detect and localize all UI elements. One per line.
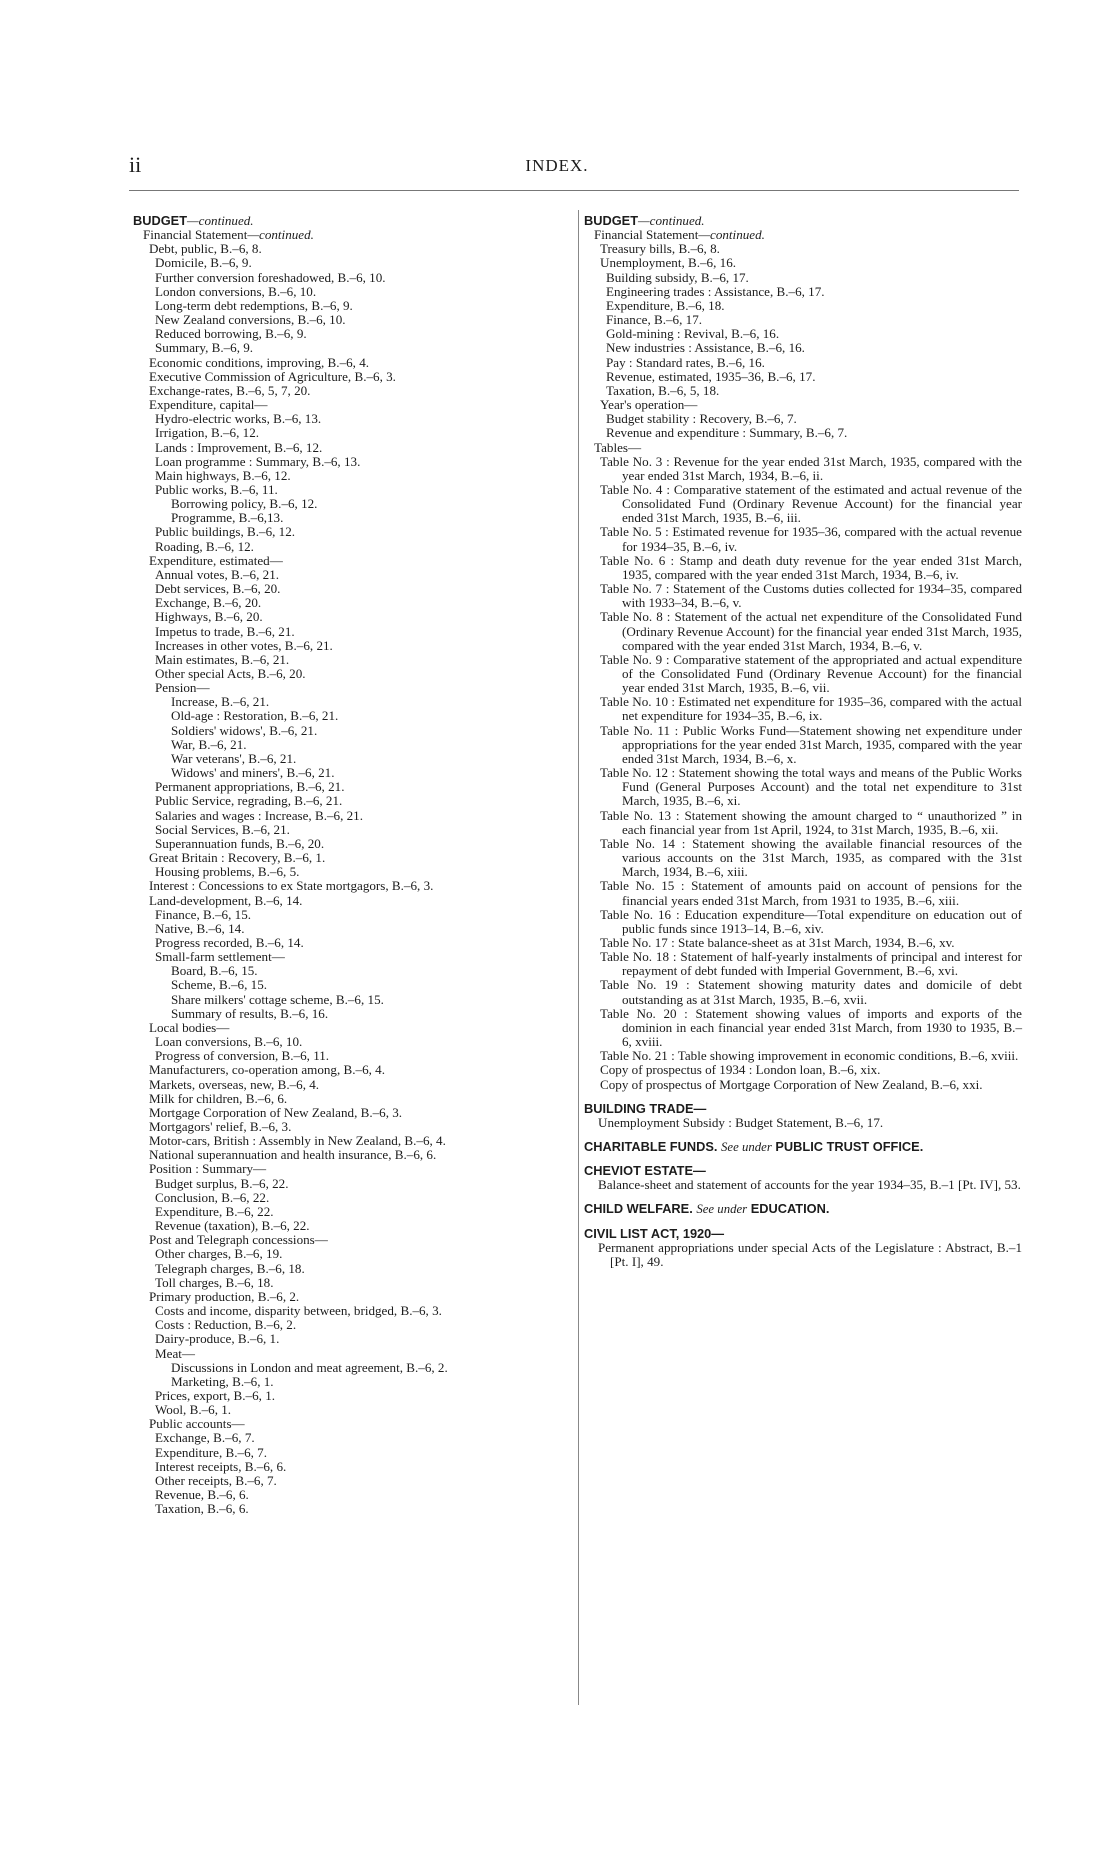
index-entry: [133, 1417, 571, 1431]
index-entry: [133, 809, 571, 823]
entry-text: Discussions in London and meat agreement, B.–6, 2.: [171, 1359, 448, 1375]
entry-text: Superannuation funds, B.–6, 20.: [155, 835, 325, 851]
entry-text: Increases in other votes, B.–6, 21.: [155, 637, 333, 653]
entry-text: Highways, B.–6, 20.: [155, 609, 263, 625]
index-entry: [133, 1361, 571, 1375]
index-entry: [133, 978, 571, 992]
entry-text: Debt services, B.–6, 20.: [155, 581, 281, 597]
entry-text: London conversions, B.–6, 10.: [155, 283, 317, 299]
index-entry: [133, 1460, 571, 1474]
page-number: ii: [129, 152, 142, 177]
index-entry: [133, 724, 571, 738]
index-entry: [133, 214, 571, 228]
entry-text: Expenditure, estimated—: [149, 552, 283, 568]
right-column: [584, 214, 1022, 1269]
entry-text: Lands : Improvement, B.–6, 12.: [155, 439, 323, 455]
entry-text: Revenue (taxation), B.–6, 22.: [155, 1218, 310, 1234]
index-entry: [133, 525, 571, 539]
entry-text: Revenue, B.–6, 6.: [155, 1487, 249, 1503]
index-entry: [133, 1148, 571, 1162]
index-entry: [133, 738, 571, 752]
section-heading: [584, 1202, 1022, 1216]
see-under-note: See under: [696, 1202, 748, 1217]
entry-text: Economic conditions, improving, B.–6, 4.: [149, 354, 370, 370]
index-entry: [133, 327, 571, 341]
index-entry: [584, 313, 1022, 327]
index-entry: [133, 1502, 571, 1516]
prospectus-entry: Copy of prospectus of 1934 : London loan, B.–6, xix.: [600, 1062, 881, 1078]
entry-text: Permanent appropriations, B.–6, 21.: [155, 779, 345, 795]
index-entry: [133, 709, 571, 723]
index-entry: [584, 228, 1022, 242]
index-entry: [133, 1332, 571, 1346]
entry-text: Local bodies—: [149, 1019, 230, 1035]
index-entry: [133, 242, 571, 256]
index-entry: [133, 993, 571, 1007]
table-entry: Table No. 14 : Statement showing the available financial resources of the various accounts on the 31st March, 1935, as compared with the 31st March, 1934, B.–6, xiii.: [600, 835, 1022, 880]
index-entry: [133, 1389, 571, 1403]
index-entry: [584, 412, 1022, 426]
index-entry: [133, 1304, 571, 1318]
entry-text: Expenditure, capital—: [149, 397, 268, 413]
entry-text: Taxation, B.–6, 5, 18.: [606, 382, 720, 398]
index-entry: [133, 497, 571, 511]
index-entry: [133, 1488, 571, 1502]
index-entry: [133, 1049, 571, 1063]
index-entry: [584, 285, 1022, 299]
entry-text: Telegraph charges, B.–6, 18.: [155, 1260, 305, 1276]
entry-text: Wool, B.–6, 1.: [155, 1402, 232, 1418]
section-heading: [584, 1102, 1022, 1116]
entry-text: Treasury bills, B.–6, 8.: [600, 241, 720, 257]
section-entry: Balance-sheet and statement of accounts for the year 1934–35, B.–1 [Pt. IV], 53.: [598, 1177, 1021, 1193]
continued-note: —continued.: [187, 213, 254, 228]
table-entry: Table No. 5 : Estimated revenue for 1935–36, compared with the actual revenue for 1934–35, B.–6, iv.: [600, 524, 1022, 554]
entry-text: Public buildings, B.–6, 12.: [155, 524, 296, 540]
index-entry: [133, 823, 571, 837]
entry-text: Native, B.–6, 14.: [155, 920, 245, 936]
entry-text: Roading, B.–6, 12.: [155, 538, 254, 554]
table-entry: Table No. 12 : Statement showing the total ways and means of the Public Works Fund (General Purposes Account) and the total net expenditure to 31st March, 1935, B.–6, xi.: [600, 765, 1022, 809]
index-entry: [133, 908, 571, 922]
entry-text: War veterans', B.–6, 21.: [171, 750, 297, 766]
index-entry: [133, 1403, 571, 1417]
section-heading: [584, 1227, 1022, 1241]
entry-text: Manufacturers, co-operation among, B.–6, 4.: [149, 1062, 385, 1078]
index-entry: [133, 469, 571, 483]
section-title: CHARITABLE FUNDS.: [584, 1139, 718, 1154]
entry-text: Other receipts, B.–6, 7.: [155, 1472, 277, 1488]
entry-text: Impetus to trade, B.–6, 21.: [155, 623, 295, 639]
entry-text: Domicile, B.–6, 9.: [155, 255, 252, 271]
entry-heading: BUDGET: [584, 213, 639, 228]
entry-text: Post and Telegraph concessions—: [149, 1232, 328, 1248]
entry-text: Engineering trades : Assistance, B.–6, 17.: [606, 283, 825, 299]
entry-text: Programme, B.–6,13.: [171, 510, 284, 526]
table-entry: Table No. 11 : Public Works Fund—Statement showing net expenditure under appropriations for the year ended 31st March, 1935, compared with the year ended 31st March, 1934, B.–6, x.: [600, 722, 1022, 766]
index-entry: [133, 412, 571, 426]
index-entry: [133, 752, 571, 766]
cross-reference-target: EDUCATION.: [750, 1201, 830, 1217]
index-entry: [133, 1474, 571, 1488]
index-entry: [584, 271, 1022, 285]
entry-text: Salaries and wages : Increase, B.–6, 21.: [155, 807, 363, 823]
entry-text: Taxation, B.–6, 6.: [155, 1501, 249, 1517]
index-entry: [133, 1347, 571, 1361]
entry-text: Social Services, B.–6, 21.: [155, 821, 290, 837]
entry-text: War, B.–6, 21.: [171, 736, 247, 752]
index-entry: [133, 1262, 571, 1276]
index-entry: [133, 426, 571, 440]
entry-text: Interest : Concessions to ex State mortgagors, B.–6, 3.: [149, 878, 434, 894]
index-entry: [133, 1290, 571, 1304]
index-entry: [133, 1318, 571, 1332]
index-entry: [133, 441, 571, 455]
index-entry: [133, 667, 571, 681]
section-heading: [584, 1164, 1022, 1178]
index-entry: [133, 1191, 571, 1205]
index-entry: [133, 1063, 571, 1077]
entry-text: Exchange, B.–6, 7.: [155, 1430, 255, 1446]
entry-text: Mortgagors' relief, B.–6, 3.: [149, 1119, 292, 1134]
entry-text: Other special Acts, B.–6, 20.: [155, 666, 306, 681]
index-entry: [133, 511, 571, 525]
entry-text: Irrigation, B.–6, 12.: [155, 425, 260, 441]
entry-text: Finance, B.–6, 15.: [155, 906, 252, 922]
index-entry: [133, 285, 571, 299]
index-entry: [584, 384, 1022, 398]
index-entry: [133, 540, 571, 554]
entry-text: New industries : Assistance, B.–6, 16.: [606, 340, 805, 356]
entry-text: Old-age : Restoration, B.–6, 21.: [171, 708, 339, 724]
index-entry: [133, 370, 571, 384]
index-entry: [133, 356, 571, 370]
entry-text: Loan conversions, B.–6, 10.: [155, 1034, 303, 1050]
index-entry: [133, 1375, 571, 1389]
table-entry: Table No. 9 : Comparative statement of the appropriated and actual expenditure of the Consolidated Fund (Ordinary Revenue Account) for the financial year ended 31st March, 1935, B.–6, vii.: [600, 651, 1022, 696]
index-entry: [133, 1134, 571, 1148]
index-entry: [133, 455, 571, 469]
entry-text: Loan programme : Summary, B.–6, 13.: [155, 453, 361, 469]
entry-text: Borrowing policy, B.–6, 12.: [171, 496, 318, 512]
entry-text: Markets, overseas, new, B.–6, 4.: [149, 1076, 320, 1092]
entry-text: Public Service, regrading, B.–6, 21.: [155, 793, 343, 809]
index-entry: [133, 766, 571, 780]
index-entry: [584, 214, 1022, 228]
section-title: CHEVIOT ESTATE—: [584, 1163, 706, 1179]
entry-text: Expenditure, B.–6, 7.: [155, 1444, 268, 1460]
section-title: CIVIL LIST ACT, 1920—: [584, 1225, 725, 1241]
entry-text: National superannuation and health insurance, B.–6, 6.: [149, 1147, 437, 1163]
entry-text: Revenue and expenditure : Summary, B.–6, 7.: [606, 425, 848, 441]
table-entry: Table No. 21 : Table showing improvement in economic conditions, B.–6, xviii.: [600, 1048, 1019, 1064]
table-entry: Table No. 15 : Statement of amounts paid on account of pensions for the financial years ended 31st March, from 1931 to 1935, B.–6, xiii.: [600, 878, 1022, 908]
index-entry: [133, 837, 571, 851]
table-entry: Table No. 19 : Statement showing maturity dates and domicile of debt outstanding as at 31st March, 1935, B.–6, xvii.: [600, 977, 1022, 1007]
index-entry: [133, 256, 571, 270]
index-entry: [133, 1219, 571, 1233]
table-entry: Table No. 18 : Statement of half-yearly instalments of principal and interest for repayment of debt funded with Imperial Government, B.–6, xvi.: [600, 949, 1022, 979]
index-entry: [133, 950, 571, 964]
index-entry: [584, 256, 1022, 270]
index-entry: [133, 554, 571, 568]
index-entry: [133, 582, 571, 596]
entry-text: Marketing, B.–6, 1.: [171, 1373, 274, 1389]
tables-list: [584, 455, 1022, 1064]
entry-text: Summary of results, B.–6, 16.: [171, 1005, 329, 1021]
index-entry: [133, 1205, 571, 1219]
left-column: [133, 214, 571, 1516]
entry-text: Unemployment, B.–6, 16.: [600, 255, 737, 271]
continued-note: —continued.: [638, 213, 705, 228]
entry-text: Revenue, estimated, 1935–36, B.–6, 17.: [606, 368, 816, 384]
index-entry: [133, 1035, 571, 1049]
index-entry: [133, 1007, 571, 1021]
section-title: BUILDING TRADE—: [584, 1100, 707, 1116]
entry-text: Exchange-rates, B.–6, 5, 7, 20.: [149, 382, 311, 398]
entry-text: Reduced borrowing, B.–6, 9.: [155, 326, 307, 342]
column-divider: [578, 210, 579, 1705]
entry-text: Costs and income, disparity between, bridged, B.–6, 3.: [155, 1303, 442, 1319]
table-entry: Table No. 7 : Statement of the Customs duties collected for 1934–35, compared with 1933–34, B.–6, v.: [600, 581, 1022, 611]
index-entry: [133, 299, 571, 313]
entry-text: Scheme, B.–6, 15.: [171, 977, 268, 993]
entry-text: Gold-mining : Revival, B.–6, 16.: [606, 326, 780, 342]
prospectus-entry: Copy of prospectus of Mortgage Corporation of New Zealand, B.–6, xxi.: [600, 1076, 983, 1092]
index-entry: [584, 299, 1022, 313]
entry-text: Small-farm settlement—: [155, 949, 285, 965]
entry-text: Public accounts—: [149, 1416, 245, 1432]
index-entry: [133, 483, 571, 497]
entry-text: Public works, B.–6, 11.: [155, 481, 278, 497]
section-title: CHILD WELFARE.: [584, 1201, 693, 1217]
entry-text: Progress recorded, B.–6, 14.: [155, 934, 304, 950]
entry-text: Executive Commission of Agriculture, B.–6, 3.: [149, 368, 396, 384]
index-entry: [133, 1446, 571, 1460]
entry-text: Year's operation—: [600, 397, 698, 413]
entry-text: Progress of conversion, B.–6, 11.: [155, 1048, 330, 1064]
entry-text: Exchange, B.–6, 20.: [155, 595, 262, 611]
entry-text: Debt, public, B.–6, 8.: [149, 241, 262, 257]
index-entry: [133, 1177, 571, 1191]
entry-text: Annual votes, B.–6, 21.: [155, 566, 280, 582]
table-entry: Table No. 20 : Statement showing values of imports and exports of the dominion in each financial year ended 31st March, from 1930 to 1935, B.–6, xviii.: [600, 1005, 1022, 1050]
index-entry: [584, 356, 1022, 370]
index-entry: [133, 384, 571, 398]
entry-text: Meat—: [155, 1345, 195, 1361]
entry-text: Toll charges, B.–6, 18.: [155, 1274, 274, 1290]
index-entry: [584, 370, 1022, 384]
index-entry: [133, 851, 571, 865]
entry-text: Motor-cars, British : Assembly in New Zealand, B.–6, 4.: [149, 1133, 446, 1149]
entry-text: Interest receipts, B.–6, 6.: [155, 1458, 287, 1474]
table-entry: Table No. 4 : Comparative statement of the estimated and actual revenue of the Consolidated Fund (Ordinary Revenue Account) for the financial year ended 31st March, 1935, B.–6, iii.: [600, 481, 1022, 526]
entry-text: Further conversion foreshadowed, B.–6, 10.: [155, 269, 386, 285]
index-entry: [133, 1092, 571, 1106]
index-entry: [133, 1233, 571, 1247]
index-entry: [133, 625, 571, 639]
budget-continued-block: [584, 214, 1022, 455]
entry-text: Budget surplus, B.–6, 22.: [155, 1175, 289, 1191]
table-entry: Table No. 13 : Statement showing the amount charged to “ unauthorized ” in each financial year from 1st April, 1924, to 31st March, 1935, B.–6, xii.: [600, 807, 1022, 837]
index-entry: [133, 780, 571, 794]
entry-text: Costs : Reduction, B.–6, 2.: [155, 1317, 297, 1333]
table-entry: Table No. 10 : Estimated net expenditure for 1935–36, compared with the actual net expenditure for 1934–35, B.–6, ix.: [600, 694, 1022, 724]
entry-text: Finance, B.–6, 17.: [606, 312, 703, 328]
table-entry: Table No. 6 : Stamp and death duty revenue for the year ended 31st March, 1935, compared with the year ended 31st March, 1934, B.–6, iv.: [600, 552, 1022, 582]
entry-text: Pension—: [155, 680, 210, 696]
entry-text: Tables—: [594, 439, 642, 455]
entry-text: Soldiers' widows', B.–6, 21.: [171, 722, 318, 738]
index-entry: [133, 936, 571, 950]
index-entry: [133, 865, 571, 879]
index-entry: [584, 327, 1022, 341]
entry-text: Prices, export, B.–6, 1.: [155, 1387, 276, 1403]
entry-text: Summary, B.–6, 9.: [155, 340, 254, 356]
index-entry: [133, 695, 571, 709]
index-entry: [584, 441, 1022, 455]
table-entry: Table No. 17 : State balance-sheet as at 31st March, 1934, B.–6, xv.: [600, 934, 955, 950]
index-entry: [133, 1162, 571, 1176]
entry-text: Expenditure, B.–6, 22.: [155, 1203, 274, 1219]
index-entry: [133, 1021, 571, 1035]
entry-text: New Zealand conversions, B.–6, 10.: [155, 312, 346, 328]
index-entry: [133, 1431, 571, 1445]
continued-note: —continued.: [247, 227, 314, 243]
entry-text: Building subsidy, B.–6, 17.: [606, 269, 749, 285]
entry-text: Other charges, B.–6, 19.: [155, 1246, 283, 1262]
entry-text: Pay : Standard rates, B.–6, 16.: [606, 354, 765, 370]
index-entry: [133, 1106, 571, 1120]
entry-text: Financial Statement: [143, 227, 248, 243]
section-heading: [584, 1140, 1022, 1154]
header-rule: [129, 190, 1019, 191]
index-entry: [584, 341, 1022, 355]
index-entry: [584, 426, 1022, 440]
cross-reference-target: PUBLIC TRUST OFFICE.: [775, 1139, 924, 1154]
index-entry: [133, 596, 571, 610]
table-entry: Table No. 3 : Revenue for the year ended 31st March, 1935, compared with the year ended 31st March, 1934, B.–6, ii.: [600, 453, 1022, 483]
entry-text: Budget stability : Recovery, B.–6, 7.: [606, 411, 797, 427]
index-sections: [584, 1102, 1022, 1269]
index-entry: [133, 964, 571, 978]
page-title: INDEX.: [525, 156, 589, 175]
entry-text: Position : Summary—: [149, 1161, 267, 1177]
entry-text: Hydro-electric works, B.–6, 13.: [155, 411, 322, 427]
index-entry: [133, 639, 571, 653]
index-entry: [133, 681, 571, 695]
entry-text: Dairy-produce, B.–6, 1.: [155, 1331, 280, 1347]
index-entry: [133, 398, 571, 412]
index-entry: [133, 568, 571, 582]
prospectus-list: [584, 1063, 1022, 1091]
entry-text: Mortgage Corporation of New Zealand, B.–6, 3.: [149, 1104, 403, 1120]
table-entry: Table No. 16 : Education expenditure—Total expenditure on education out of public funds since 1913–14, B.–6, xiv.: [600, 906, 1022, 936]
entry-text: Increase, B.–6, 21.: [171, 694, 270, 710]
index-entry: [133, 610, 571, 624]
entry-text: Share milkers' cottage scheme, B.–6, 15.: [171, 991, 384, 1007]
index-entry: [133, 653, 571, 667]
see-under-note: See under: [720, 1140, 772, 1154]
entry-text: Board, B.–6, 15.: [171, 963, 258, 979]
index-entry: [133, 1276, 571, 1290]
entry-text: Main highways, B.–6, 12.: [155, 467, 291, 483]
index-entry: [133, 879, 571, 893]
entry-text: Expenditure, B.–6, 18.: [606, 297, 725, 313]
section-entry: Permanent appropriations under special Acts of the Legislature : Abstract, B.–1 [Pt. I], 49.: [598, 1239, 1022, 1269]
continued-note: —continued.: [698, 227, 765, 243]
entry-text: Great Britain : Recovery, B.–6, 1.: [149, 850, 326, 866]
index-entry: [133, 894, 571, 908]
entry-text: Primary production, B.–6, 2.: [149, 1288, 300, 1304]
index-entry: [133, 228, 571, 242]
entry-text: Conclusion, B.–6, 22.: [155, 1189, 270, 1205]
entry-text: Widows' and miners', B.–6, 21.: [171, 765, 335, 781]
entry-text: Main estimates, B.–6, 21.: [155, 651, 290, 667]
entry-text: Milk for children, B.–6, 6.: [149, 1090, 288, 1106]
index-entry: [133, 1120, 571, 1134]
index-entry: [133, 341, 571, 355]
index-entry: [133, 794, 571, 808]
entry-text: Financial Statement: [594, 227, 699, 243]
index-entry: [584, 242, 1022, 256]
section-entry: Unemployment Subsidy : Budget Statement, B.–6, 17.: [598, 1114, 884, 1130]
index-entry: [133, 1247, 571, 1261]
index-entry: [133, 313, 571, 327]
index-entry: [584, 398, 1022, 412]
index-entry: [133, 922, 571, 936]
entry-heading: BUDGET: [133, 213, 188, 228]
entry-text: Housing problems, B.–6, 5.: [155, 864, 300, 880]
index-entry: [133, 1078, 571, 1092]
index-entry: [133, 271, 571, 285]
table-entry: Table No. 8 : Statement of the actual net expenditure of the Consolidated Fund (Ordinary Revenue Account) for the financial year ended 31st March, 1935, compared with the year ended 31st March, 1934, B.–6, v.: [600, 609, 1022, 653]
entry-text: Land-development, B.–6, 14.: [149, 892, 303, 908]
entry-text: Long-term debt redemptions, B.–6, 9.: [155, 297, 353, 313]
